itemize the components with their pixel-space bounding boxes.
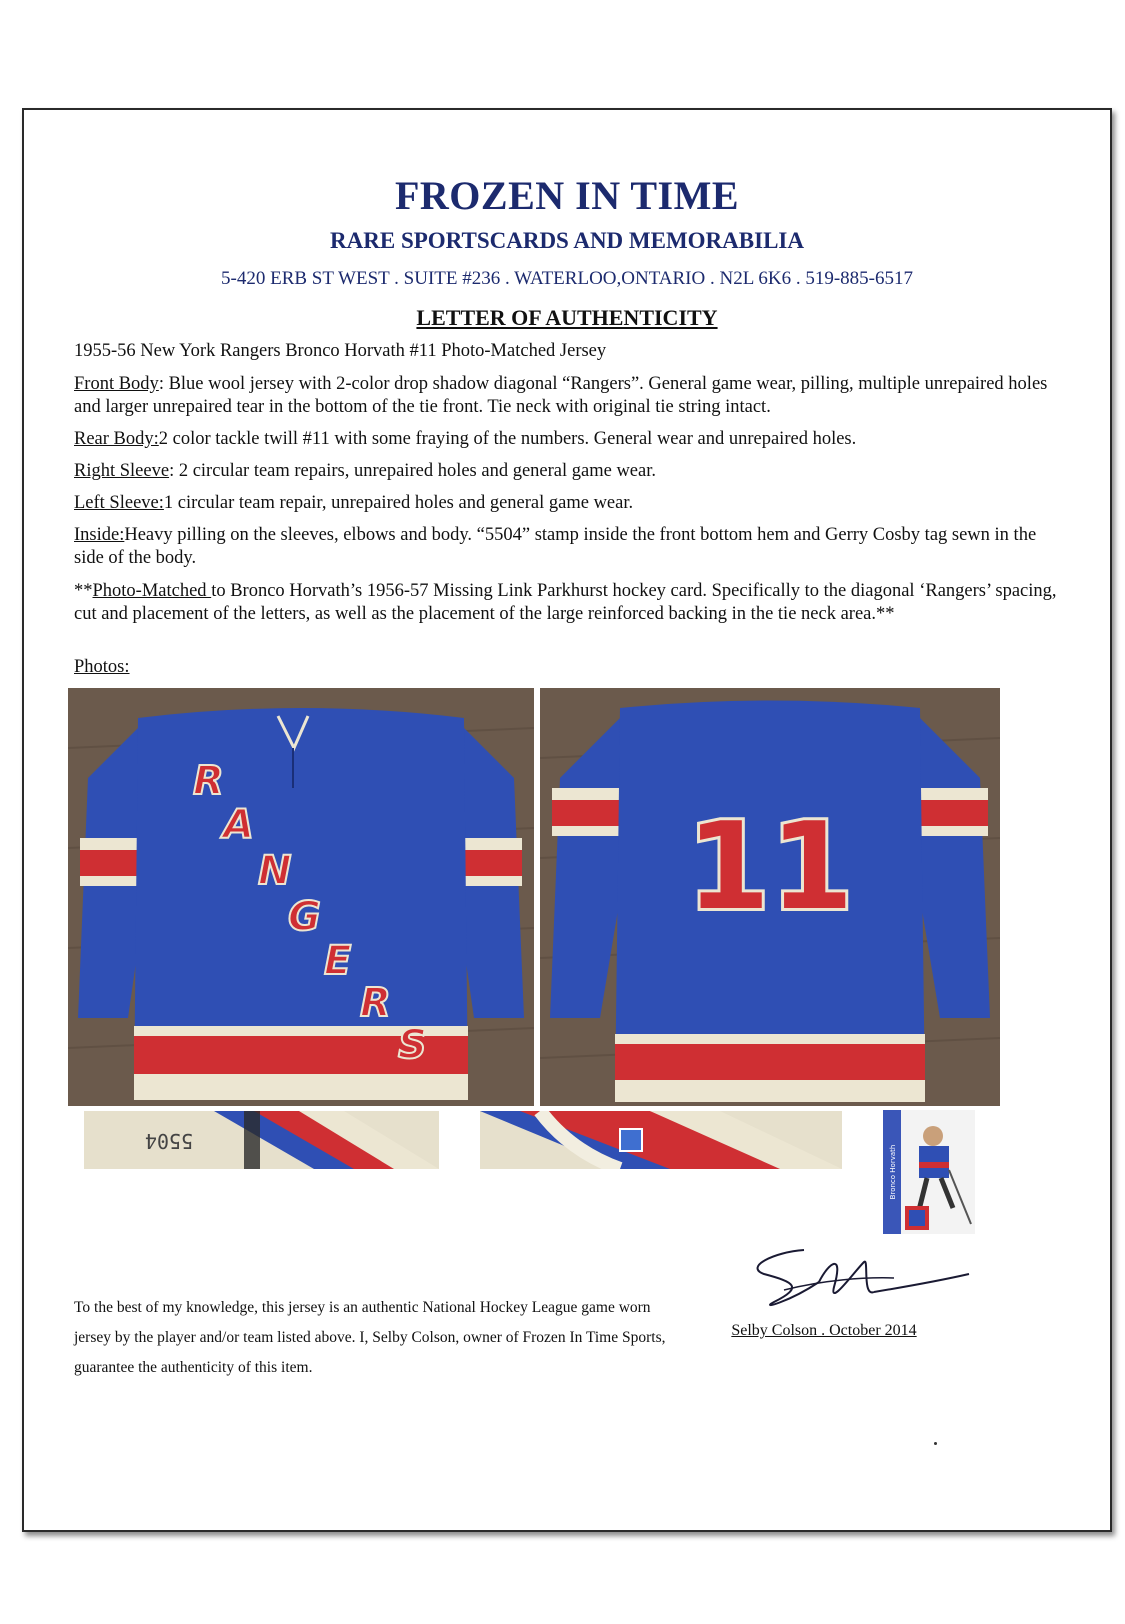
speck <box>934 1442 937 1445</box>
section-text: Heavy pilling on the sleeves, elbows and body. “5504” stamp inside the front bottom hem and Gerry Cosby tag sewn in the side of the body. <box>74 525 1037 568</box>
card-player-name: Bronco Horvath <box>889 1144 897 1200</box>
photo-stamp-detail <box>84 1111 439 1169</box>
jersey-front-image <box>68 688 534 1106</box>
stamp-detail-image <box>84 1111 439 1169</box>
photo-hockey-card <box>883 1110 975 1234</box>
front-letter: R <box>360 980 391 1026</box>
section-label: Inside: <box>74 525 125 545</box>
company-address: 5-420 ERB ST WEST . SUITE #236 . WATERLOO,ONTARIO . N2L 6K6 . 519-885-6517 <box>221 268 913 289</box>
section-inside <box>74 524 1064 570</box>
photos-heading: Photos: <box>74 657 130 677</box>
section-text: 2 circular team repairs, unrepaired holes and general game wear. <box>178 461 656 481</box>
back-number: 11 <box>686 798 854 937</box>
hockey-card-image <box>883 1110 975 1234</box>
authenticity-statement: To the best of my knowledge, this jersey is an authentic National Hockey League game worn jersey by the player and/or team listed above. I, Selby Colson, owner of Frozen In Time Sports, guarantee the authenticity of this item. <box>74 1299 666 1376</box>
photo-match-text: to Bronco Horvath’s 1956-57 Missing Link Parkhurst hockey card. Specifically to the diagonal ‘Rangers’ spacing, cut and placement of the letters, as well as the placement of the large reinforced backing in the tie neck area.** <box>74 581 1057 624</box>
section-left-sleeve <box>74 492 1064 515</box>
section-label: Right Sleeve <box>74 461 170 481</box>
front-letter: E <box>324 938 352 984</box>
item-title: 1955-56 New York Rangers Bronco Horvath #11 Photo-Matched Jersey <box>74 341 607 361</box>
photo-match-note: **Photo-Matched to Bronco Horvath’s 1956-57 Missing Link Parkhurst hockey card. Specifically to the diagonal ‘Rangers’ spacing, cut and placement of the letters, as well as the placement of the large reinforced backing in the tie neck area.** <box>74 581 1057 624</box>
front-letter: A <box>223 802 254 848</box>
section-text: 1 circular team repair, unrepaired holes and general game wear. <box>163 493 634 513</box>
section-text: 2 color tackle twill #11 with some fraying of the numbers. General wear and unrepaired holes. <box>158 429 857 449</box>
photo-match-label: Photo-Matched <box>92 581 212 601</box>
document-title: LETTER OF AUTHENTICITY <box>416 305 718 330</box>
tag-detail-image <box>480 1111 842 1169</box>
section-right-sleeve: Right Sleeve: 2 circular team repairs, unrepaired holes and general game wear. <box>74 461 656 481</box>
section-front-body: Front Body: Blue wool jersey with 2-color drop shadow diagonal “Rangers”. General game wear, pilling, multiple unrepaired holes and larger unrepaired tear in the bottom of the tie front. Tie neck with original tie string intact. <box>74 374 1048 417</box>
section-rear-body <box>74 428 1064 451</box>
jersey-back-image <box>540 688 1000 1106</box>
front-letter: S <box>398 1022 427 1068</box>
signature-image <box>734 1242 974 1322</box>
section-label: Rear Body: <box>74 429 159 449</box>
front-letter: G <box>288 894 321 940</box>
photo-tag-detail <box>480 1111 842 1169</box>
company-name: FROZEN IN TIME <box>394 173 740 218</box>
section-text: Blue wool jersey with 2-color drop shadow diagonal “Rangers”. General game wear, pilling, multiple unrepaired holes and larger unrepaired tear in the bottom of the tie front. Tie neck with original tie string intact. <box>74 374 1048 417</box>
photo-jersey-front <box>68 688 534 1106</box>
signature <box>734 1242 974 1322</box>
letter-sheet <box>22 108 1112 1532</box>
stamp-number: 5504 <box>144 1129 194 1153</box>
company-tagline: RARE SPORTSCARDS AND MEMORABILIA <box>330 228 804 253</box>
photo-jersey-back <box>540 688 1000 1106</box>
front-letter: N <box>258 848 292 894</box>
front-letter: R <box>193 758 224 804</box>
signature-name-date: Selby Colson . October 2014 <box>731 1322 917 1339</box>
section-label: Left Sleeve: <box>74 493 164 513</box>
section-label: Front Body <box>74 374 159 394</box>
